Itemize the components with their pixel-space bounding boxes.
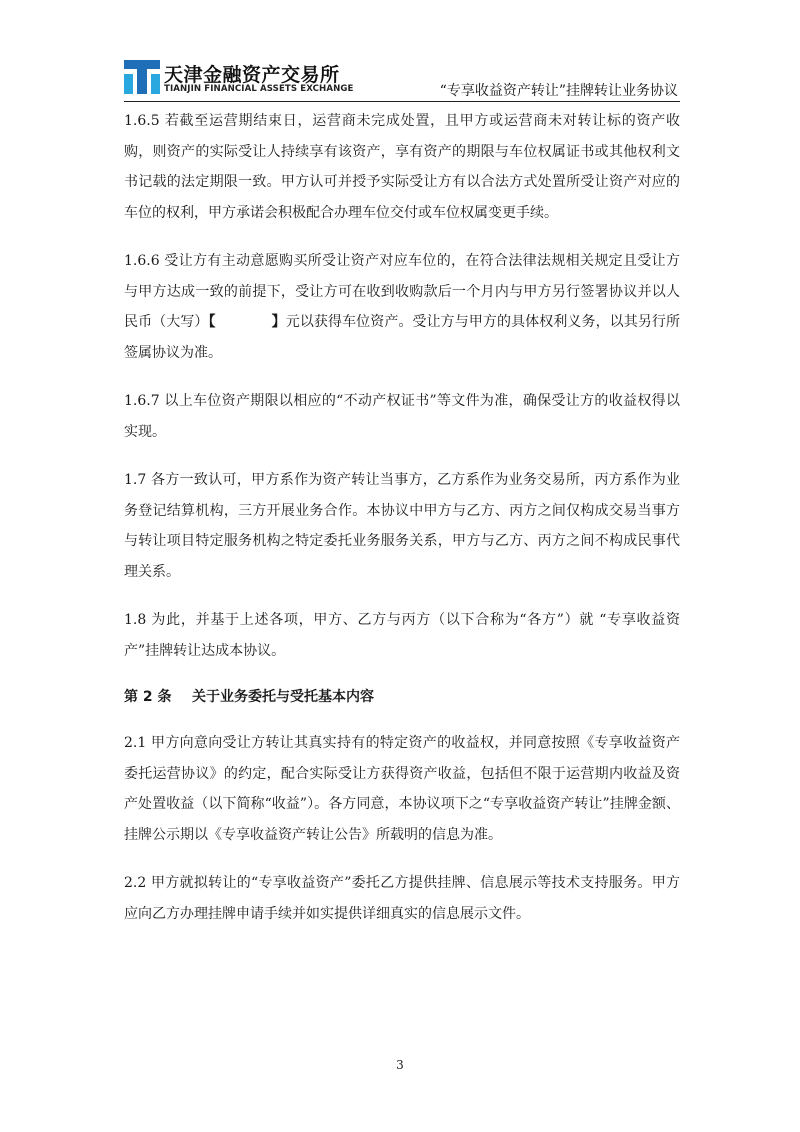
page-header xyxy=(124,54,680,104)
clause-1-6-6 xyxy=(124,246,680,368)
amount-bracket-open: 【 xyxy=(208,314,216,330)
clause-1-8: 1.8 为此，并基于上述各项，甲方、乙方与丙方（以下合称为“各方”）就 “专享收益资产”挂牌转让达成本协议。 xyxy=(124,612,680,659)
clause-2-1: 2.1 甲方向意向受让方转让其真实持有的特定资产的收益权，并同意按照《专享收益资产委托运营协议》的约定，配合实际受让方获得资产收益，包括但不限于运营期内收益及资产处置收益（以下简称“收益”）。各方同意，本协议项下之“专享收益资产转让”挂牌金额、挂牌公示期以《专享收益资产转让公告》所载明的信息为准。 xyxy=(124,735,680,843)
clause-1-6-6-text-a: 1.6.6 受让方有主动意愿购买所受让资产对应车位的，在符合法律法规相关规定且受让方与甲方达成一致的前提下，受让方可在收到收购款后一个月内与甲方另行签署协议并以人民币（大写） xyxy=(124,253,680,330)
clause-1-6-5: 1.6.5 若截至运营期结束日，运营商未完成处置，且甲方或运营商未对转让标的资产收购，则资产的实际受让人持续享有该资产，享有资产的期限与车位权属证书或其他权利文书记载的法定期限一致。甲方认可并授予实际受让方有以合法方式处置所受让资产对应的车位的权利，甲方承诺会积极配合办理车位交付或车位权属变更手续。 xyxy=(124,113,680,221)
header-divider xyxy=(124,101,680,102)
clause-1-7: 1.7 各方一致认可，甲方系作为资产转让当事方，乙方系作为业务交易所，丙方系作为业务登记结算机构，三方开展业务合作。本协议中甲方与乙方、丙方之间仅构成交易当事方与转让项目特定服务机构之特定委托业务服务关系，甲方与乙方、丙方之间不构成民事代理关系。 xyxy=(124,472,680,580)
clause-1-6-6-text-b: 元以获得车位资产。受让方与甲方的具体权利义务，以其另行所签属协议为准。 xyxy=(124,314,681,361)
logo-english-name: TIANJIN FINANCIAL ASSETS EXCHANGE xyxy=(164,84,354,94)
tfae-logo-icon xyxy=(124,60,160,94)
article-2-heading xyxy=(124,682,680,712)
document-body xyxy=(124,106,680,929)
document-title: “专享收益资产转让”挂牌转让业务协议 xyxy=(439,83,678,99)
article-2-number: 第 2 条 xyxy=(124,689,172,705)
page-number: 3 xyxy=(396,1058,404,1072)
clause-1-6-7: 1.6.7 以上车位资产期限以相应的“不动产权证书”等文件为准，确保受让方的收益权得以实现。 xyxy=(124,393,680,440)
logo-chinese-name: 天津金融资产交易所 xyxy=(164,64,340,86)
amount-bracket-close: 】 xyxy=(271,314,286,330)
article-2-title: 关于业务委托与受托基本内容 xyxy=(192,689,374,705)
clause-2-2: 2.2 甲方就拟转让的“专享收益资产”委托乙方提供挂牌、信息展示等技术支持服务。甲方应向乙方办理挂牌申请手续并如实提供详细真实的信息展示文件。 xyxy=(124,875,680,922)
